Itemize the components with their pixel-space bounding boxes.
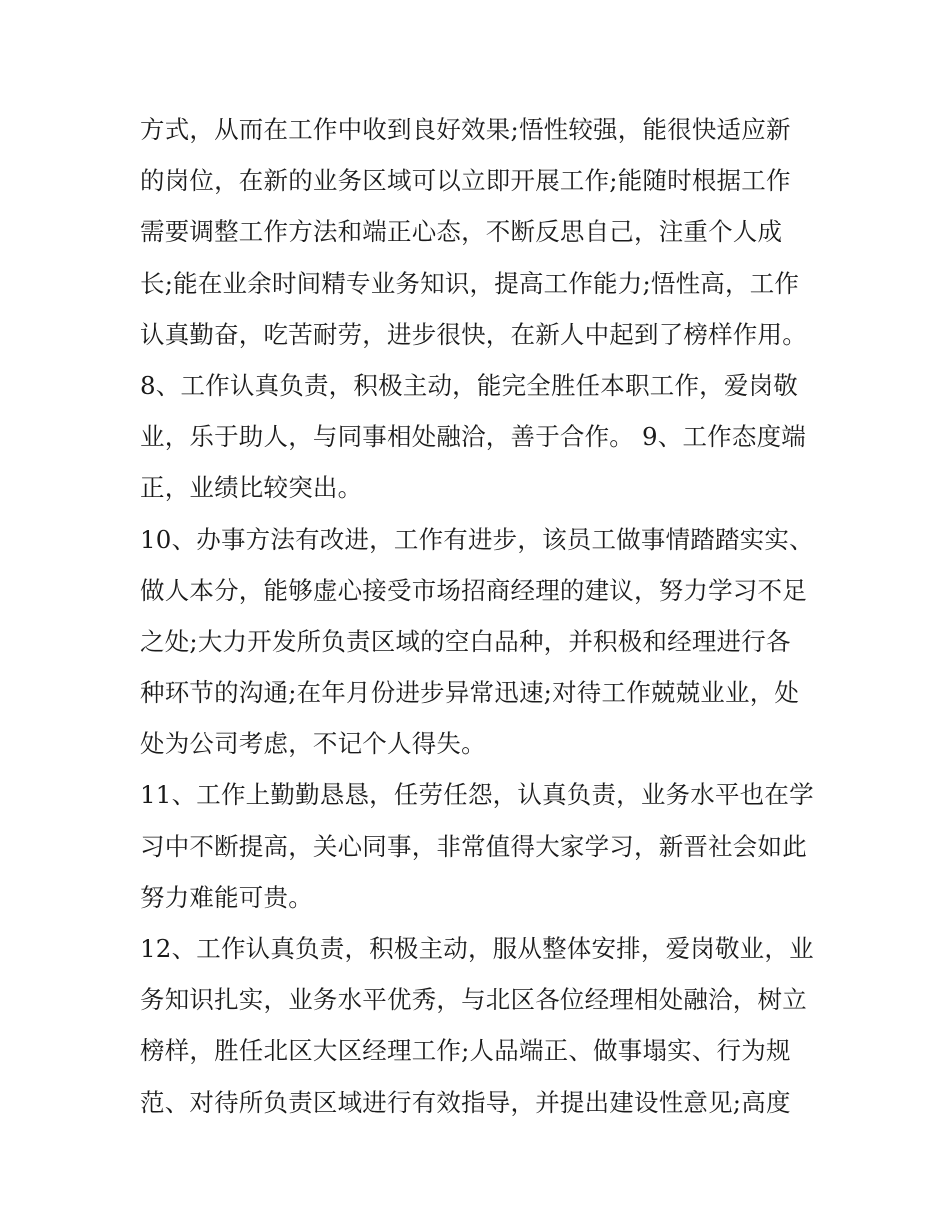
text-line: 方式，从而在工作中收到良好效果;悟性较强，能很快适应新: [140, 115, 791, 144]
text-line: 10、办事方法有改进，工作有进步，该员工做事情踏踏实实、: [140, 524, 814, 554]
text-line: 长;能在业余时间精专业务知识，提高工作能力;悟性高，工作: [140, 268, 800, 298]
text-line: 正，业绩比较突出。: [140, 473, 363, 503]
text-line: 的岗位，在新的业务区域可以立即开展工作;能随时根据工作: [140, 166, 791, 196]
document-body: [140, 104, 820, 1128]
text-line: 8、工作认真负责，积极主动，能完全胜任本职工作，爱岗敬: [140, 370, 798, 400]
text-line: 种环节的沟通;在年月份进步异常迅速;对待工作兢兢业业，处: [140, 678, 800, 708]
text-line: 做人本分，能够虚心接受市场招商经理的建议，努力学习不足: [140, 575, 807, 605]
text-line: 12、工作认真负责，积极主动，服从整体安排，爱岗敬业，业: [140, 934, 814, 963]
text-line: 范、对待所负责区域进行有效指导，并提出建设性意见;高度: [140, 1087, 791, 1117]
text-line: 之处;大力开发所负责区域的空白品种，并积极和经理进行各: [140, 626, 791, 656]
text-line: 业，乐于助人，与同事相处融洽，善于合作。 9、工作态度端: [140, 422, 806, 452]
text-line: 习中不断提高，关心同事，非常值得大家学习，新晋社会如此: [140, 831, 807, 861]
text-line: 榜样，胜任北区大区经理工作;人品端正、做事塌实、行为规: [140, 1036, 791, 1066]
text-line: 务知识扎实，业务水平优秀，与北区各位经理相处融洽，树立: [140, 985, 807, 1015]
text-line: 需要调整工作方法和端正心态，不断反思自己，注重个人成: [140, 217, 783, 247]
text-line: 努力难能可贵。: [140, 882, 313, 912]
text-line: 处为公司考虑，不记个人得失。: [140, 729, 486, 759]
text-line: 11、工作上勤勤恳恳，任劳任怨，认真负责，业务水平也在学: [140, 780, 814, 810]
text-line: 认真勤奋，吃苦耐劳，进步很快，在新人中起到了榜样作用。: [140, 319, 807, 349]
